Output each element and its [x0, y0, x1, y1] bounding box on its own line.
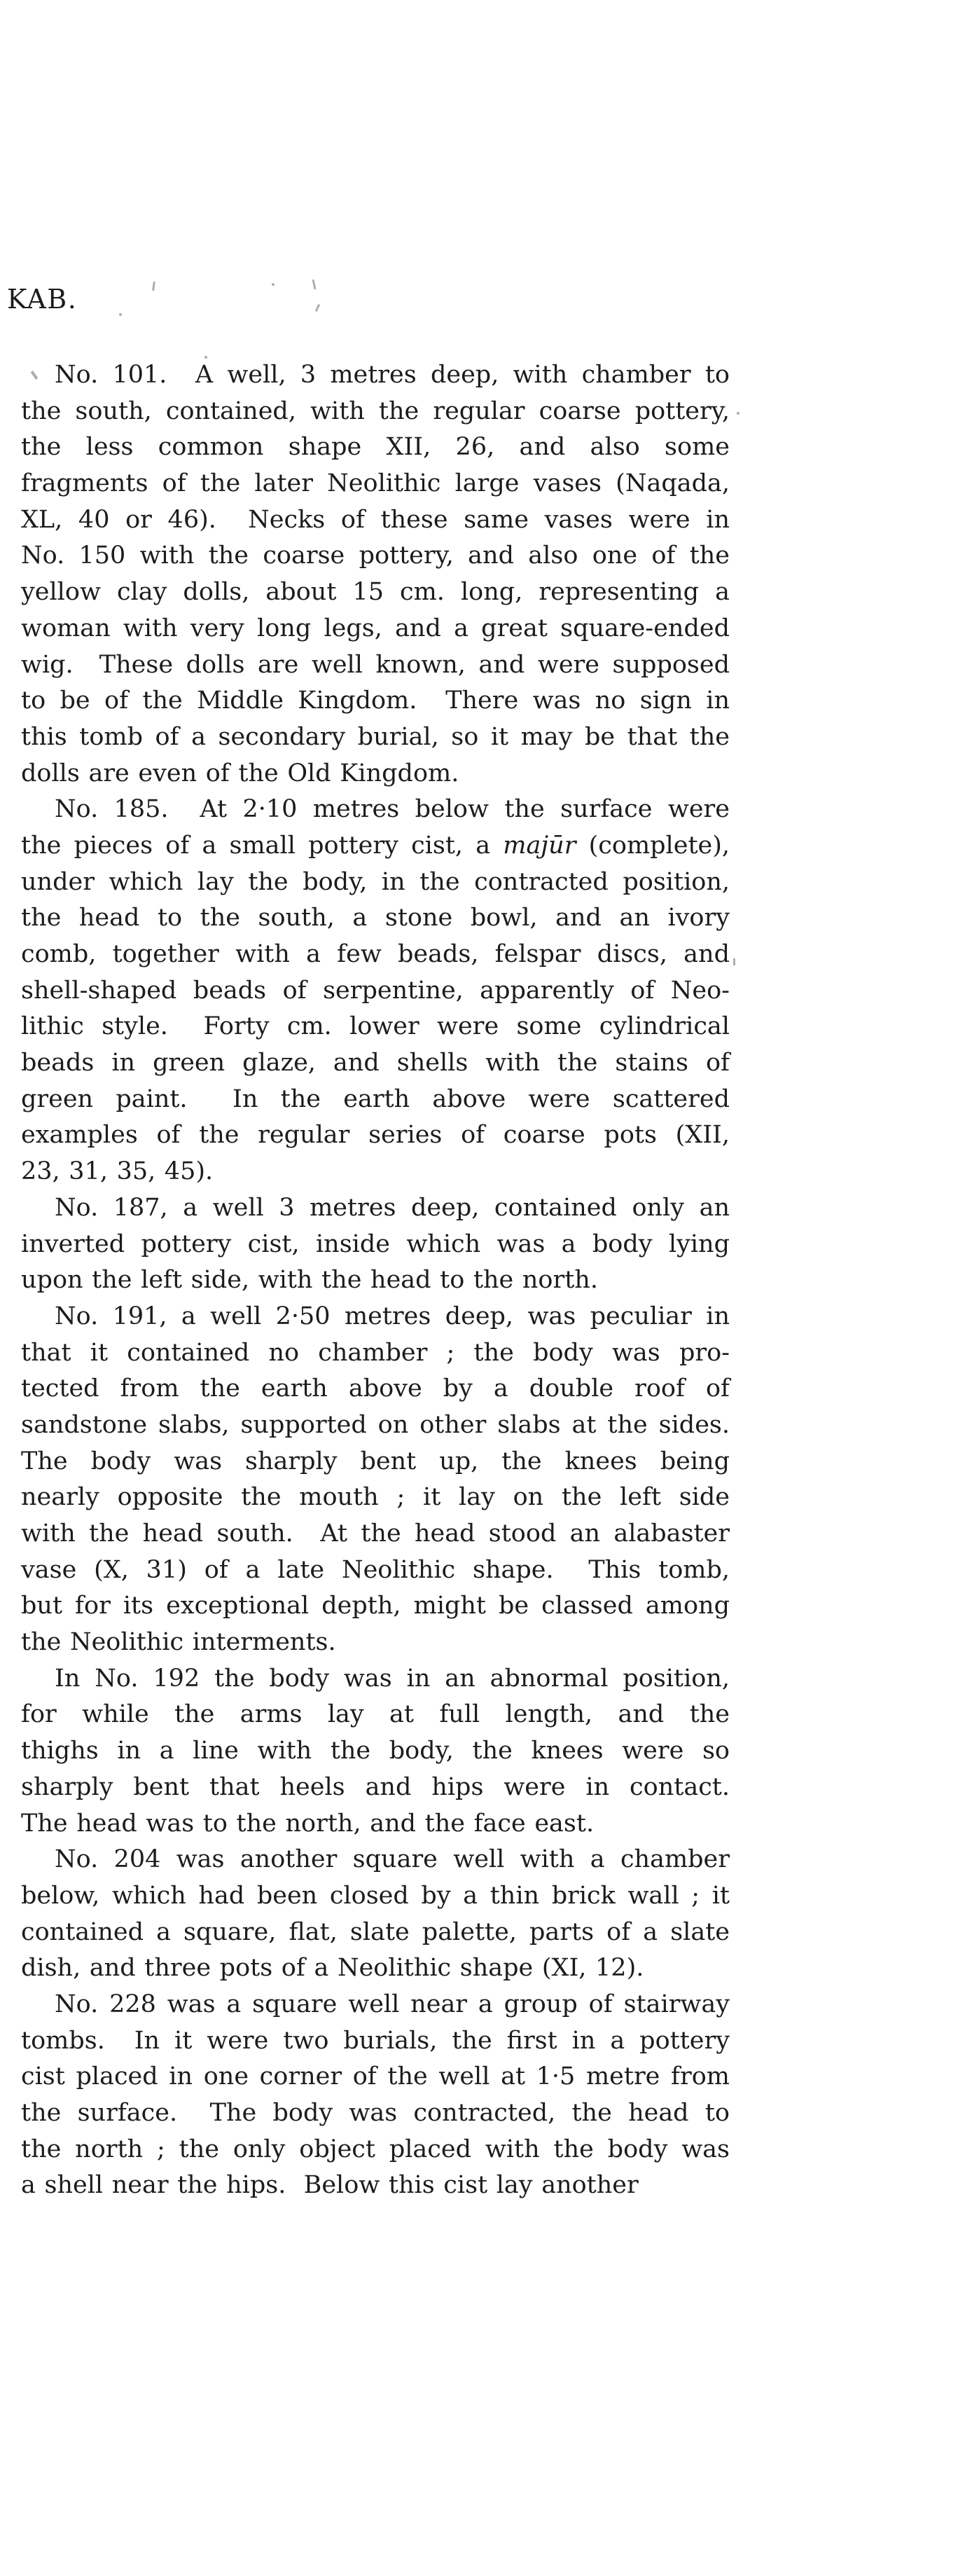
text-line: the Neolithic interments.: [21, 1628, 336, 1657]
running-head: KAB.: [7, 284, 78, 315]
text-line: a shell near the hips. Below this cist lay another: [21, 2171, 639, 2200]
scan-speck: [315, 304, 320, 312]
text-line: tected from the earth above by a double roof of: [21, 1375, 730, 1403]
text-line: this tomb of a secondary burial, so it may be that the: [21, 722, 730, 751]
scan-speck: [204, 356, 207, 359]
scan-speck: [152, 282, 155, 291]
text-line: the north ; the only object placed with the body was: [21, 2135, 730, 2163]
text-line: No. 150 with the coarse pottery, and also one of the: [21, 542, 730, 570]
text-line: sharply bent that heels and hips were in contact.: [21, 1772, 730, 1801]
text-line: No. 101. A well, 3 metres deep, with chamber to: [55, 361, 730, 389]
text-line: No. 228 was a square well near a group of stairway: [55, 1990, 730, 2018]
text-line: dish, and three pots of a Neolithic shape (XI, 12).: [21, 1954, 644, 1983]
text-line: the pieces of a small pottery cist, a majūr (complete),: [21, 831, 730, 860]
text-line: sandstone slabs, supported on other slabs at the sides.: [21, 1410, 730, 1439]
text-line: contained a square, flat, slate palette, parts of a slate: [21, 1917, 730, 1946]
scan-speck: [119, 313, 122, 316]
paragraph: [21, 792, 730, 1190]
paragraph: [21, 1842, 730, 1987]
text-line: dolls are even of the Old Kingdom.: [21, 759, 459, 787]
text-line: 23, 31, 35, 45).: [21, 1157, 214, 1186]
text-line: No. 191, a well 2·50 metres deep, was peculiar in: [55, 1302, 730, 1330]
text-line: the south, contained, with the regular coarse pottery,: [21, 397, 730, 425]
text-line: with the head south. At the head stood an alabaster: [21, 1520, 730, 1548]
paragraph: [21, 1190, 730, 1299]
text-line: to be of the Middle Kingdom. There was no sign in: [21, 687, 730, 715]
text-line: XL, 40 or 46). Necks of these same vases were in: [21, 505, 730, 534]
text-line: tombs. In it were two burials, the first in a pottery: [21, 2026, 730, 2055]
scan-speck: [733, 958, 735, 965]
paragraph: [21, 1299, 730, 1661]
text-line: under which lay the body, in the contracted position,: [21, 867, 730, 896]
text-line: upon the left side, with the head to the north.: [21, 1266, 598, 1295]
text-line: lithic style. Forty cm. lower were some cylindrical: [21, 1012, 730, 1041]
text-line: shell-shaped beads of serpentine, apparently of Neo-: [21, 976, 730, 1005]
text-line: cist placed in one corner of the well at 1·5 metre from: [21, 2062, 730, 2091]
text-line: comb, together with a few beads, felspar discs, and: [21, 940, 730, 968]
text-line: In No. 192 the body was in an abnormal position,: [55, 1664, 730, 1693]
text-line: nearly opposite the mouth ; it lay on the left side: [21, 1483, 730, 1512]
paragraph: [21, 1987, 730, 2204]
scan-speck: [737, 412, 740, 415]
text-line: the less common shape XII, 26, and also some: [21, 433, 730, 462]
text-line: for while the arms lay at full length, and the: [21, 1700, 730, 1729]
text-line: wig. These dolls are well known, and were supposed: [21, 650, 730, 679]
text-line: beads in green glaze, and shells with the stains of: [21, 1049, 730, 1077]
text-line: but for its exceptional depth, might be classed among: [21, 1592, 730, 1620]
text-line: examples of the regular series of coarse pots (XII,: [21, 1121, 730, 1150]
paragraph: [21, 1661, 730, 1842]
text-line: No. 185. At 2·10 metres below the surface were: [55, 795, 730, 824]
body-text: [21, 357, 730, 2204]
text-line: the head to the south, a stone bowl, and an ivory: [21, 904, 730, 932]
text-line: thighs in a line with the body, the knees were so: [21, 1737, 730, 1765]
text-line: No. 204 was another square well with a chamber: [55, 1845, 730, 1874]
text-line: vase (X, 31) of a late Neolithic shape. This tomb,: [21, 1555, 730, 1584]
text-line: inverted pottery cist, inside which was a body lying: [21, 1230, 730, 1258]
paragraph: [21, 357, 730, 792]
text-line: woman with very long legs, and a great square-ended: [21, 614, 730, 642]
text-line: below, which had been closed by a thin brick wall ; it: [21, 1881, 730, 1910]
text-line: No. 187, a well 3 metres deep, contained only an: [55, 1193, 730, 1222]
text-line: yellow clay dolls, about 15 cm. long, representing a: [21, 578, 730, 607]
text-line: fragments of the later Neolithic large vases (Naqada,: [21, 469, 730, 498]
text-line: The body was sharply bent up, the knees being: [21, 1447, 730, 1475]
text-line: The head was to the north, and the face east.: [21, 1809, 595, 1838]
scan-speck: [312, 280, 317, 289]
text-line: the surface. The body was contracted, the head to: [21, 2099, 730, 2127]
text-line: green paint. In the earth above were scattered: [21, 1084, 730, 1113]
text-line: that it contained no chamber ; the body was pro-: [21, 1338, 730, 1367]
scan-speck: [272, 283, 275, 286]
scan-speck: [447, 774, 449, 776]
